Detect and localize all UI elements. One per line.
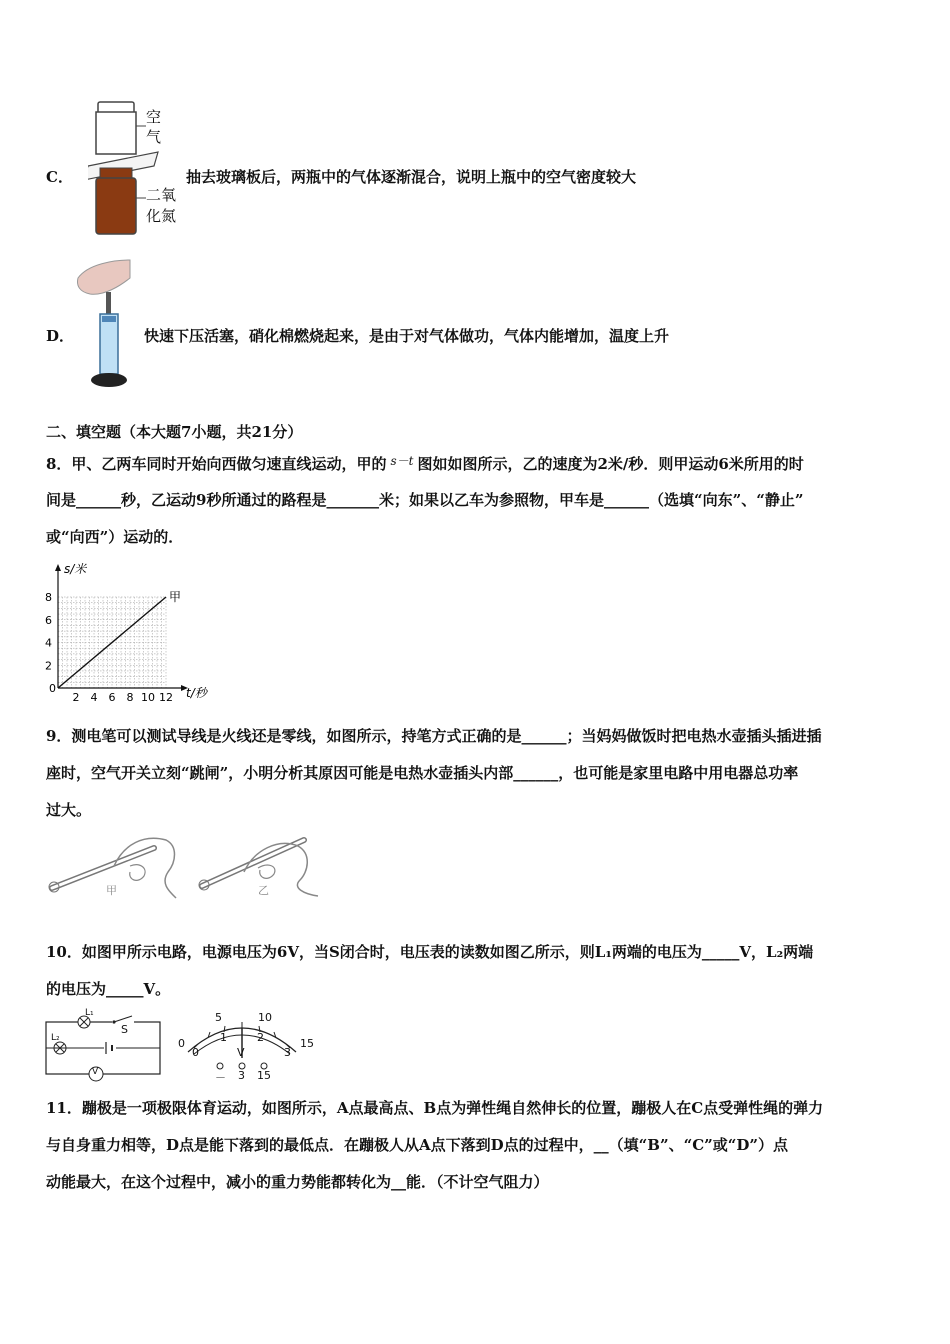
origin-label: 0	[49, 682, 56, 695]
circuit-diagram	[42, 1008, 168, 1092]
circuit-l2-label: L₂	[51, 1033, 60, 1043]
label-huadan: 化氮	[146, 207, 177, 225]
option-c-text: 抽去玻璃板后，两瓶中的气体逐渐混合，说明上瓶中的空气密度较大	[186, 168, 637, 186]
series-label-jia: 甲	[169, 590, 182, 604]
q8-line-3: 或“向西”）运动的．	[46, 528, 184, 546]
q8-line-1a: 8．甲、乙两车同时开始向西做匀速直线运动，甲的	[46, 455, 387, 473]
q11-line-1: 11．蹦极是一项极限体育运动，如图所示，A点最高点、B点为弹性绳自然伸长的位置，蹦极人在C点受弹性绳的弹力	[46, 1099, 824, 1117]
q9-line-1: 9．测电笔可以测试导线是火线还是零线，如图所示，持笔方式正确的是______；当妈妈做饭时把电热水壶插头插进插	[46, 727, 822, 745]
dial-unit: V	[237, 1046, 245, 1059]
terminal-15: 15	[257, 1069, 271, 1082]
x-tick-labels	[73, 691, 174, 704]
st-chart	[40, 560, 230, 705]
circuit-meter-label: V	[92, 1067, 99, 1077]
figure-a-label: 甲	[106, 884, 117, 897]
piston-cylinder-figure	[74, 256, 144, 392]
q9-line-3: 过大。	[46, 801, 92, 819]
section-heading: 二、填空题（本大题7小题，共21分）	[46, 423, 303, 441]
q11-line-2: 与自身重力相等，D点是能下落到的最低点．在蹦极人从A点下落到D点的过程中，__（填“B”、“C”或“D”）点	[46, 1136, 789, 1154]
q9-line-2: 座时，空气开关立刻“跳闸”，小明分析其原因可能是电热水壶插头内部______，也可能是家里电路中用电器总功率	[46, 764, 799, 782]
figure-b-label: 乙	[258, 884, 269, 897]
x-tick-label: 12	[159, 691, 173, 704]
label-qi: 气	[146, 128, 162, 146]
x-tick-label: 2	[72, 691, 80, 704]
x-tick-label: 6	[108, 691, 116, 704]
x-tick-label: 4	[90, 691, 98, 704]
dial-outer-0: 0	[178, 1037, 185, 1050]
dial-inner-2: 2	[257, 1031, 264, 1044]
q10-line-1: 10．如图甲所示电路，电源电压为6V，当S闭合时，电压表的读数如图乙所示，则L₁两端的电压为_____V，L₂两端	[46, 943, 814, 961]
dial-outer-5: 5	[215, 1011, 222, 1024]
q8-line-2: 间是______秒，乙运动9秒所通过的路程是_______米；如果以乙车为参照物，甲车是______（选填“向东”、“静止”	[46, 491, 804, 509]
label-eryang: 二氧	[146, 186, 177, 204]
dial-outer-15: 15	[300, 1037, 314, 1050]
option-d-label: D．	[46, 327, 75, 345]
q8-st: s－t	[390, 454, 414, 468]
y-axis-arrow	[55, 564, 61, 571]
x-axis-label: t/秒	[186, 686, 207, 700]
q8-line-1	[46, 452, 804, 474]
dial-inner-1: 1	[220, 1031, 227, 1044]
terminal-minus: －	[215, 1071, 226, 1084]
y-tick-label: 2	[45, 659, 52, 673]
dial-inner-0: 0	[192, 1046, 199, 1059]
x-tick-label: 10	[141, 691, 155, 704]
circuit-svg	[42, 1008, 168, 1088]
y-tick-label: 8	[45, 591, 52, 604]
y-tick-label: 6	[45, 613, 52, 627]
q10-line-2: 的电压为_____V。	[46, 980, 171, 998]
dial-inner-3: 3	[284, 1046, 291, 1059]
option-c-label: C．	[46, 168, 73, 186]
y-tick-labels	[45, 591, 52, 672]
terminal-3: 3	[238, 1069, 245, 1082]
circuit-l1-label: L₁	[85, 1008, 94, 1018]
circuit-switch-label: S	[121, 1023, 128, 1036]
y-axis-label: s/米	[64, 562, 87, 576]
dial-outer-10: 10	[258, 1011, 272, 1024]
y-tick-label: 4	[45, 636, 52, 650]
q11-line-3: 动能最大，在这个过程中，减小的重力势能都转化为__能．（不计空气阻力）	[46, 1173, 549, 1191]
x-tick-label: 8	[126, 691, 134, 704]
option-d-figure	[74, 256, 144, 392]
q8-line-1b: 图如如图所示，乙的速度为2米/秒．则甲运动6米所用的时	[417, 455, 804, 473]
label-kong: 空	[146, 108, 162, 126]
option-d-text: 快速下压活塞，硝化棉燃烧起来，是由于对气体做功，气体内能增加，温度上升	[144, 327, 670, 345]
